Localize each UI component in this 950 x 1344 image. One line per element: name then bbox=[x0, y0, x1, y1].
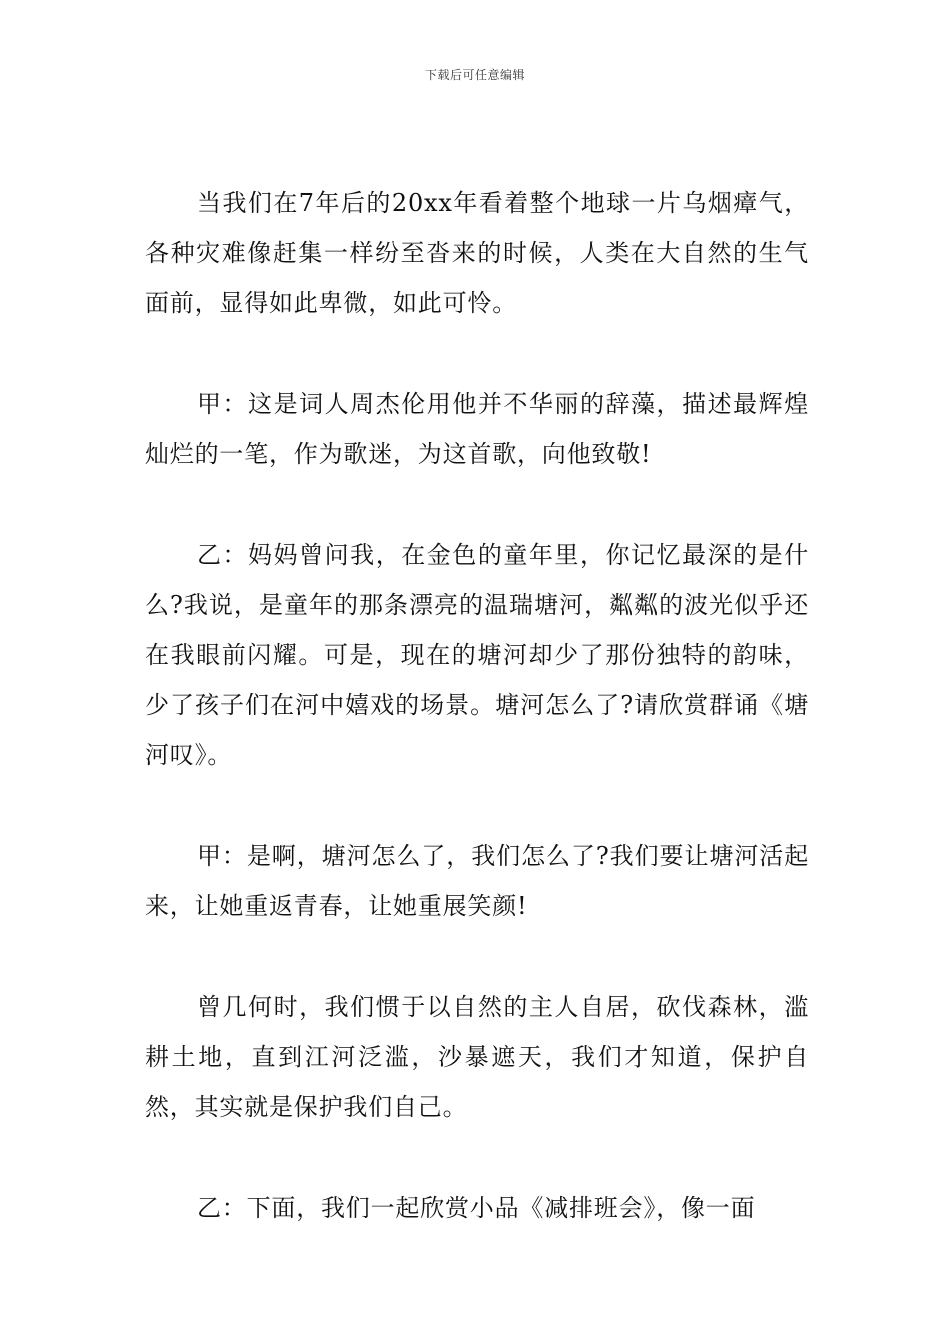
paragraph-yi-1: 乙：妈妈曾问我，在金色的童年里，你记忆最深的是什么?我说，是童年的那条漂亮的温瑞塘河，粼粼的波光似乎还在我眼前闪耀。可是，现在的塘河却少了那份独特的韵味，少了孩子们在河中嬉戏的场景。塘河怎么了?请欣赏群诵《塘河叹》。 bbox=[145, 541, 809, 769]
paragraph-jia-2: 甲：是啊，塘河怎么了，我们怎么了?我们要让塘河活起来，让她重返青春，让她重展笑颜! bbox=[145, 842, 809, 920]
paragraph-jia-1: 甲：这是词人周杰伦用他并不华丽的辞藻，描述最辉煌灿烂的一笔，作为歌迷，为这首歌，向他致敬! bbox=[145, 390, 809, 468]
page-header-note: 下载后可任意编辑 bbox=[424, 68, 525, 82]
paragraph-narration: 曾几何时，我们惯于以自然的主人自居，砍伐森林，滥耕土地，直到江河泛滥，沙暴遮天，我们才知道，保护自然，其实就是保护我们自己。 bbox=[145, 993, 809, 1121]
document-body bbox=[145, 178, 809, 1284]
paragraph-yi-2: 乙：下面，我们一起欣赏小品《减排班会》，像一面 bbox=[197, 1194, 756, 1222]
paragraph-intro: 当我们在7年后的20xx年看着整个地球一片乌烟瘴气，各种灾难像赶集一样纷至沓来的时候，人类在大自然的生气面前，显得如此卑微，如此可怜。 bbox=[145, 189, 809, 317]
